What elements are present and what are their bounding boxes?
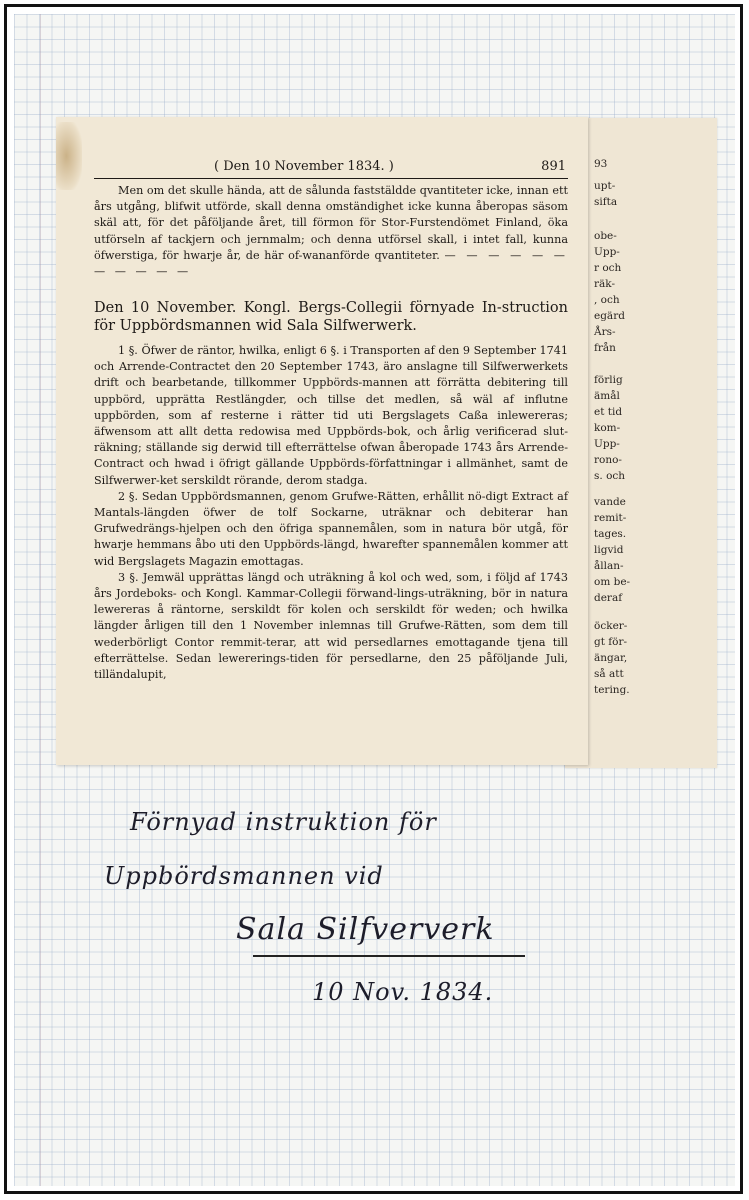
back-clipping-fragment: r och	[594, 262, 622, 274]
handwritten-line-1: Förnyad instruktion för	[130, 808, 437, 836]
newspaper-clipping	[56, 117, 588, 765]
back-clipping-fragment: ligvid	[594, 544, 624, 556]
back-clipping-fragment: tering.	[594, 684, 630, 696]
stain-mark	[56, 122, 82, 190]
back-clipping-fragment: ållan-	[594, 560, 624, 572]
back-clipping-fragment: deraf	[594, 592, 623, 604]
back-clipping-fragment: tages.	[594, 528, 627, 540]
back-clipping-fragment: räk-	[594, 278, 616, 290]
intro-text: Men om det skulle hända, att de sålunda faststäldde qvantiteter icke, innan ett års utgång, blifwit utförde, skall denna omständighet icke kunna åberopas säsom skäl att, för det påföljande året, till förmon för Stor-Furstendömet Finland, öka utförseln af tackjern och jernmalm; och denna utförsel skall, i intet fall, kunna öfwerstiga, för hwarje år, de här of-wananförde qvantiteter.	[94, 184, 568, 262]
back-clipping-fragment: rono-	[594, 454, 622, 466]
article-title: Den 10 November. Kongl. Bergs-Collegii förnyade In-struction för Uppbördsmannen wid Sala Silfwerwerk.	[94, 300, 568, 334]
back-clipping-fragment: vande	[594, 496, 626, 508]
intro-dashes: — — — — — — — — — — —	[94, 248, 568, 279]
back-clipping-fragment: förlig	[594, 374, 623, 386]
clipping-header	[96, 159, 566, 174]
handwritten-line-3: Sala Silfververk	[236, 912, 495, 947]
back-clipping-fragment: ämål	[594, 390, 620, 402]
back-clipping-fragment: öcker-	[594, 620, 628, 632]
paper-margin-line	[40, 14, 41, 1186]
article-body	[94, 343, 568, 683]
back-clipping-fragment: et tid	[594, 406, 623, 418]
back-clipping-fragment: 93	[594, 158, 608, 170]
back-clipping-fragment: om be-	[594, 576, 631, 588]
back-clipping-fragment: , och	[594, 294, 620, 306]
back-clipping-fragment: från	[594, 342, 616, 354]
back-clipping-fragment: sifta	[594, 196, 618, 208]
back-clipping-fragment: remit-	[594, 512, 627, 524]
back-clipping-fragment: obe-	[594, 230, 617, 242]
header-rule	[94, 178, 568, 179]
back-clipping-fragment: gt för-	[594, 636, 628, 648]
back-clipping-fragment: ängar,	[594, 652, 628, 664]
handwritten-line-2: Uppbördsmannen vid	[104, 862, 384, 890]
back-clipping-fragment: egärd	[594, 310, 625, 322]
intro-paragraph	[94, 183, 568, 280]
page-number: 891	[541, 159, 566, 174]
back-clipping-fragment: Upp-	[594, 438, 620, 450]
handwritten-underline	[253, 955, 525, 957]
handwritten-date: 10 Nov. 1834.	[312, 978, 494, 1006]
back-clipping-fragment: s. och	[594, 470, 626, 482]
back-clipping-fragment: Upp-	[594, 246, 620, 258]
back-clipping-fragment: kom-	[594, 422, 621, 434]
paragraph-3: 3 §. Jemwäl upprättas längd och uträkning å kol och wed, som, i följd af 1743 års Jordeboks- och Kongl. Kammar-Collegii förwand-lings-uträkning, bör in natura lewereras å räntorne, serskildt för kolen och serskildt för weden; och hwilka längder årligen till den 1 November inlemnas till Grufwe-Rätten, som dem till wederbörligt Contor remmit-terar, att wid persedlarnes emottagande tjena till efterrättelse. Sedan lewererings-tiden för persedlarne, den 25 påföljande Juli, tilländalupit,	[94, 570, 568, 682]
back-clipping-fragment: upt-	[594, 180, 616, 192]
paragraph-2: 2 §. Sedan Uppbördsmannen, genom Grufwe-Rätten, erhållit nö-digt Extract af Mantals-längden öfwer de tolf Sockarne, uträknar och debiterar han Grufwedrängs-hjelpen och den öfriga spannemålen, som in natura bör utgå, för hwarje hemmans åbo uti den Uppbörds-längd, hwarefter spannemålen kommer att wid Bergslagets Magazin emottagas.	[94, 489, 568, 568]
back-clipping-fragment: så att	[594, 668, 624, 680]
header-date: ( Den 10 November 1834. )	[214, 159, 394, 174]
paragraph-1: 1 §. Öfwer de räntor, hwilka, enligt 6 §. i Transporten af den 9 September 1741 och Arrende-Contractet den 20 September 1743, äro anslagne till Silfwerwerkets drift och bearbetande, tillkommer Uppbörds-mannen att förrätta debitering till uppbörd, upprätta Restlängder, och tillse det medlen, så wäl af influtne uppbörden, som af resterne i rätter tid uti Bergslagets Caßa inlewereras; äfwensom att allt detta redowisa med Uppbörds-bok, och årlig verificerad slut-räkning; ställande sig derwid till efterrättelse ofwan åberopade 1743 års Arrende-Contract och hwad i öfrigt gällande Uppbörds-författningar i allmänhet, samt de Silfwerwer-ket serskildt rörande, derom stadga.	[94, 344, 568, 487]
back-clipping-fragment: Års-	[594, 326, 616, 338]
